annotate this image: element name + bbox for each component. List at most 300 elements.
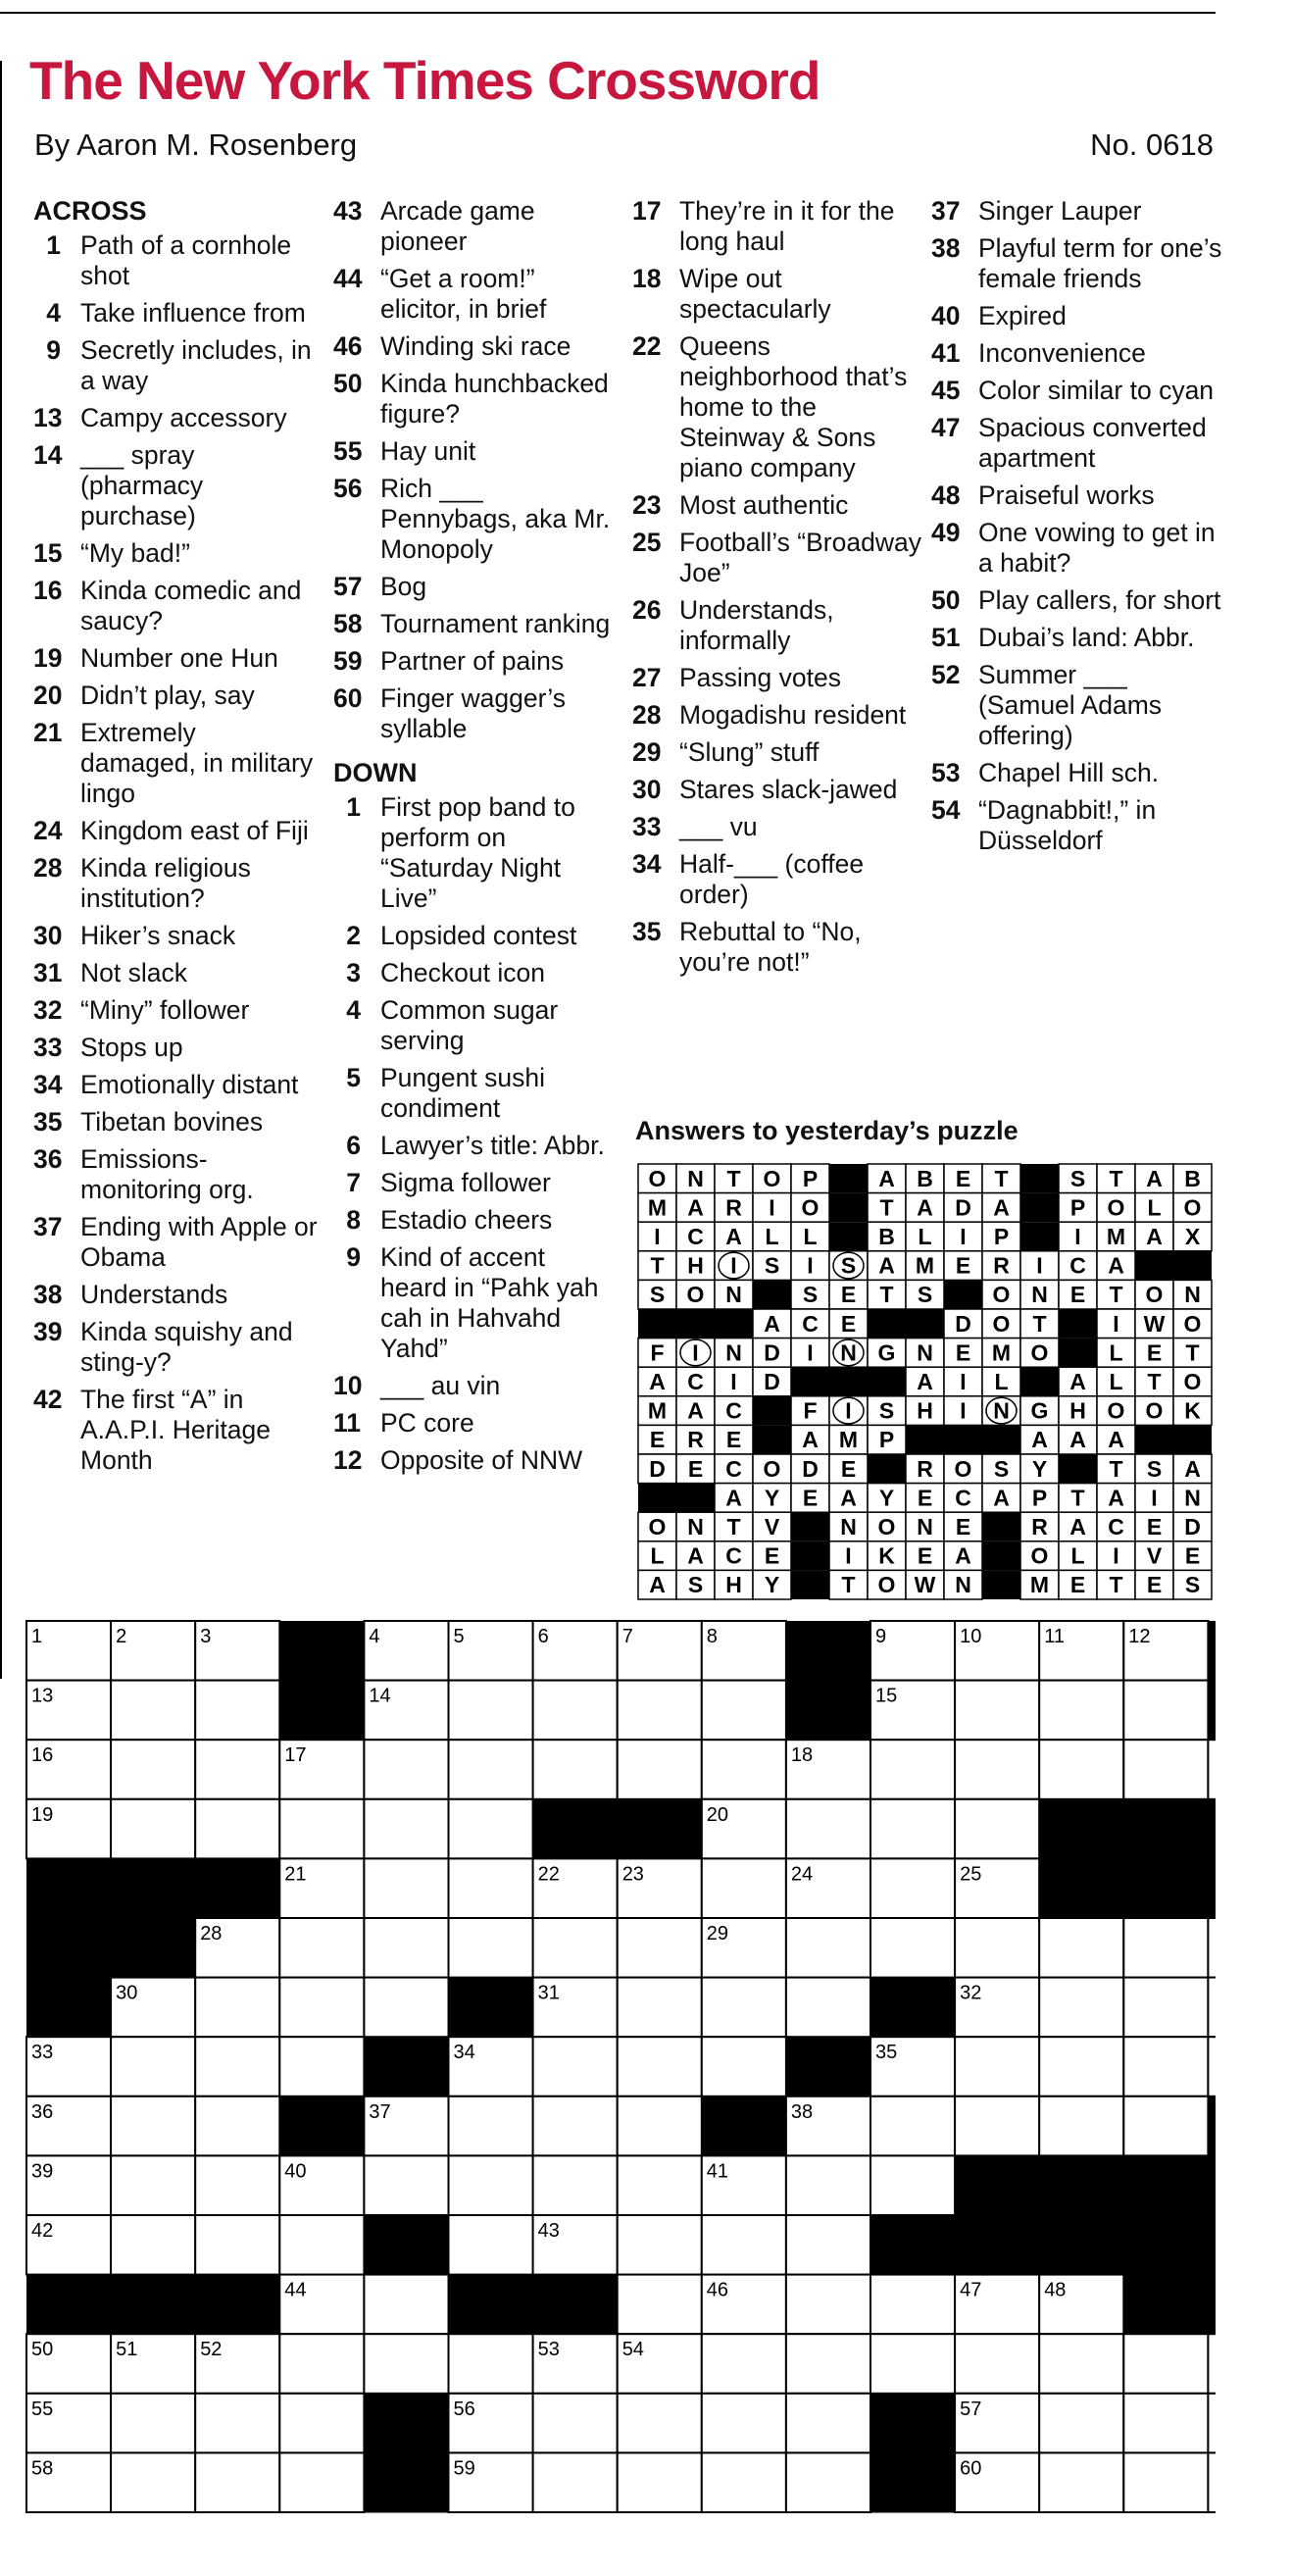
clue-text: Color similar to cyan: [978, 376, 1215, 405]
grid-number: 38: [790, 2100, 814, 2123]
grid-cell: [1123, 2334, 1208, 2394]
clue-number: 56: [333, 474, 363, 503]
grid-cell: [786, 1918, 870, 1978]
grid-cell: [618, 2452, 702, 2512]
grid-number: 18: [790, 1744, 814, 1767]
clue: [333, 264, 618, 325]
clue-number: 7: [346, 1168, 361, 1197]
answer-letter: S: [649, 1282, 666, 1308]
clue-text: “My bad!”: [80, 538, 190, 568]
answer-letter: A: [993, 1194, 1010, 1221]
clue: [333, 995, 618, 1056]
clue-number: 34: [632, 849, 662, 879]
grid-cell: [870, 2334, 955, 2394]
answer-black-cell: [638, 1484, 676, 1513]
grid-cell: [618, 2215, 702, 2275]
clue-text: Inconvenience: [978, 338, 1146, 368]
answer-black-cell: [638, 1309, 676, 1339]
grid-cell: [786, 2334, 870, 2394]
clue-number: 54: [931, 795, 961, 825]
answer-letter: P: [1031, 1485, 1048, 1511]
grid-cell: [279, 1978, 364, 2038]
grid-number: 27: [1128, 1863, 1151, 1886]
clue-number: 16: [33, 576, 63, 605]
grid-number: 58: [31, 2457, 54, 2480]
clue-number: 29: [632, 737, 662, 767]
clue-number: 55: [333, 436, 363, 466]
grid-black-cell: [1123, 2215, 1209, 2275]
clue-number: 35: [632, 917, 662, 946]
grid-black-cell: [279, 2096, 365, 2156]
grid-cell: [449, 1681, 533, 1741]
answer-letter: N: [917, 1514, 933, 1540]
grid-black-cell: [702, 2096, 787, 2156]
grid-number: 12: [1128, 1626, 1151, 1647]
grid-cell: [364, 1858, 448, 1918]
answer-letter: O: [877, 1514, 896, 1540]
answer-letter: E: [1069, 1572, 1086, 1598]
answer-letter: E: [840, 1455, 857, 1482]
grid-number: 32: [960, 1982, 982, 2004]
clue-number: 2: [346, 921, 361, 950]
clue: [931, 301, 1225, 331]
clue-text: Emotionally distant: [80, 1070, 299, 1099]
answer-black-cell: [1059, 1339, 1097, 1368]
answer-black-cell: [829, 1367, 868, 1396]
clue-number: 38: [33, 1280, 63, 1309]
clue: [33, 681, 318, 711]
top-rule: [0, 12, 1216, 14]
answer-letter: E: [840, 1310, 857, 1337]
answer-letter: L: [1070, 1542, 1085, 1569]
grid-cell: [870, 1858, 955, 1918]
grid-number: 4: [369, 1626, 380, 1647]
answer-letter: D: [802, 1455, 819, 1482]
grid-cell: [1208, 2452, 1216, 2512]
grid-cell: [533, 2155, 618, 2215]
grid-number: 5: [453, 1626, 465, 1647]
grid-cell: [364, 2155, 448, 2215]
clue-number: 14: [33, 440, 63, 470]
grid-number: 26: [1044, 1863, 1067, 1886]
clue: [931, 518, 1225, 579]
answer-letter: A: [1146, 1224, 1163, 1249]
clue: [931, 623, 1225, 653]
answer-letter: C: [802, 1310, 819, 1337]
grid-cell: [449, 1858, 533, 1918]
clue: [333, 196, 618, 257]
grid-cell: [364, 1799, 448, 1859]
grid-number: 25: [960, 1863, 982, 1886]
clue-number: 35: [33, 1107, 63, 1136]
answer-letter: I: [1113, 1310, 1119, 1337]
grid-black-cell: [1208, 2215, 1216, 2275]
answer-letter: E: [1146, 1339, 1163, 1366]
answer-letter: N: [917, 1339, 933, 1366]
clue-text: Ending with Apple or Obama: [80, 1212, 318, 1272]
grid-cell: [618, 2394, 702, 2453]
grid-number: 45: [453, 2279, 475, 2301]
clue-number: 9: [46, 335, 61, 365]
grid-black-cell: [195, 1858, 280, 1918]
grid-cell: [279, 2452, 364, 2512]
answer-letter: O: [992, 1282, 1011, 1308]
grid-cell: [786, 2394, 870, 2453]
puzzle-number: No. 0618: [1090, 127, 1214, 162]
answer-letter: C: [687, 1224, 704, 1249]
clue-text: Wipe out spectacularly: [679, 264, 831, 324]
grid-cell: [364, 1978, 448, 2038]
answer-letter: C: [955, 1485, 971, 1511]
clue: [632, 663, 926, 693]
clue-number: 27: [632, 663, 662, 692]
answer-letter: O: [648, 1165, 667, 1191]
grid-number: 3: [200, 1626, 212, 1647]
grid-cell: [111, 2394, 195, 2453]
answer-black-cell: [791, 1367, 829, 1396]
clue-column-4: [931, 196, 1225, 863]
answer-letter: N: [955, 1572, 971, 1598]
clue: [33, 1317, 318, 1378]
clue: [931, 480, 1225, 511]
clue: [33, 1385, 318, 1476]
grid-cell: [449, 2096, 533, 2156]
answer-letter: M: [647, 1397, 668, 1424]
answer-letter: A: [878, 1252, 895, 1279]
clue-number: 18: [632, 264, 662, 293]
clue-number: 17: [632, 196, 662, 226]
answer-letter: A: [725, 1485, 742, 1511]
clue-number: 15: [33, 538, 63, 568]
answer-letter: G: [877, 1339, 896, 1366]
answer-letter: O: [1030, 1542, 1049, 1569]
clue-number: 50: [333, 369, 363, 398]
grid-black-cell: [533, 1799, 619, 1859]
answer-letter: I: [845, 1397, 852, 1424]
clue-text: Lawyer’s title: Abbr.: [380, 1131, 605, 1160]
clue-number: 47: [931, 413, 961, 442]
answer-letter: S: [687, 1572, 704, 1598]
clue-text: Sigma follower: [380, 1168, 551, 1197]
clue: [333, 436, 618, 467]
answer-letter: I: [960, 1369, 967, 1394]
clue-text: Stops up: [80, 1033, 183, 1062]
answer-letter: E: [802, 1485, 819, 1511]
grid-black-cell: [364, 2037, 449, 2096]
answer-letter: I: [960, 1224, 967, 1249]
answer-letter: A: [764, 1310, 780, 1337]
answer-letter: R: [725, 1194, 742, 1221]
grid-black-cell: [1208, 1621, 1216, 1681]
answer-letter: I: [807, 1252, 814, 1279]
clue-text: Understands, informally: [679, 595, 834, 655]
answer-black-cell: [1059, 1454, 1097, 1484]
answer-black-cell: [1020, 1164, 1059, 1193]
answer-letter: C: [1108, 1514, 1124, 1540]
answer-letter: S: [764, 1252, 780, 1279]
grid-cell: [618, 1918, 702, 1978]
clue-number: 19: [33, 643, 63, 673]
answer-letter: O: [954, 1455, 972, 1482]
answer-letter: A: [649, 1572, 666, 1598]
answer-black-cell: [1020, 1193, 1059, 1223]
grid-cell: [955, 2037, 1039, 2096]
grid-cell: [1123, 2096, 1208, 2156]
clue-number: 40: [931, 301, 961, 330]
answer-letter: O: [648, 1514, 667, 1540]
clue: [333, 474, 618, 565]
answer-letter: P: [802, 1165, 819, 1191]
answer-letter: O: [1183, 1194, 1202, 1221]
answer-letter: D: [764, 1339, 780, 1366]
grid-cell: [870, 1740, 955, 1799]
grid-black-cell: [1208, 1858, 1216, 1918]
grid-cell: [1123, 1918, 1208, 1978]
answer-letter: N: [1184, 1282, 1201, 1308]
clue-text: ___ spray (pharmacy purchase): [80, 440, 204, 530]
answer-letter: R: [917, 1455, 933, 1482]
grid-cell: [618, 1740, 702, 1799]
answer-letter: E: [1184, 1542, 1201, 1569]
answer-letter: A: [1108, 1427, 1124, 1453]
clue: [632, 264, 926, 325]
grid-cell: [279, 2394, 364, 2453]
grid-number: 53: [537, 2339, 560, 2361]
clue-text: Passing votes: [679, 663, 841, 692]
clue-number: 10: [333, 1371, 363, 1400]
grid-number: 56: [453, 2398, 475, 2420]
grid-black-cell: [870, 2215, 956, 2275]
answer-letter: M: [1029, 1572, 1050, 1598]
answer-letter: C: [725, 1455, 742, 1482]
grid-cell: [702, 2037, 786, 2096]
answer-letter: I: [960, 1397, 967, 1424]
answer-letter: F: [803, 1397, 818, 1424]
clue: [333, 958, 618, 988]
clue-text: Opposite of NNW: [380, 1445, 583, 1475]
clue: [33, 538, 318, 569]
grid-cell: [533, 1740, 618, 1799]
grid-black-cell: [195, 2275, 280, 2335]
grid-cell: [111, 1681, 195, 1741]
crossword-grid: [25, 1620, 1216, 2561]
clue: [33, 576, 318, 636]
clue: [33, 1107, 318, 1137]
clue: [33, 1033, 318, 1063]
grid-number: 20: [706, 1803, 729, 1826]
grid-cell: [449, 2334, 533, 2394]
clue-text: Mogadishu resident: [679, 700, 907, 730]
clue: [632, 331, 926, 483]
clue-number: 38: [931, 233, 961, 263]
answer-black-cell: [753, 1425, 791, 1454]
grid-cell: [533, 1918, 618, 1978]
clue: [33, 230, 318, 291]
grid-number: 34: [453, 2042, 475, 2064]
clue-text: Hay unit: [380, 436, 476, 466]
grid-cell: [195, 2155, 279, 2215]
clue: [33, 643, 318, 674]
clue-text: Lopsided contest: [380, 921, 577, 950]
answer-black-cell: [791, 1512, 829, 1541]
answer-letter: R: [993, 1252, 1010, 1279]
answer-letter: N: [1031, 1282, 1048, 1308]
answer-letter: V: [764, 1514, 780, 1540]
clue-number: 53: [931, 758, 961, 787]
grid-number: 51: [116, 2339, 138, 2361]
clue-text: ___ vu: [679, 812, 758, 841]
clue: [632, 700, 926, 731]
grid-cell: [279, 1918, 364, 1978]
answer-letter: I: [1151, 1485, 1158, 1511]
clue-number: 25: [632, 528, 662, 557]
grid-number: 50: [31, 2339, 54, 2361]
answer-letter: O: [801, 1194, 820, 1221]
clue-number: 49: [931, 518, 961, 547]
answer-letter: A: [687, 1397, 704, 1424]
answer-letter: T: [879, 1282, 894, 1308]
clue-column-1: [33, 196, 318, 1483]
answer-letter: O: [763, 1455, 781, 1482]
answer-black-cell: [944, 1425, 982, 1454]
answer-letter: O: [1183, 1369, 1202, 1394]
clue-number: 1: [46, 230, 61, 260]
answer-letter: M: [838, 1427, 859, 1453]
clue: [632, 849, 926, 910]
answer-letter: N: [687, 1514, 704, 1540]
answer-letter: D: [955, 1194, 971, 1221]
clue-number: 6: [346, 1131, 361, 1160]
answer-letter: L: [765, 1224, 779, 1249]
grid-cell: [1208, 1740, 1216, 1799]
clue: [33, 335, 318, 396]
clue: [33, 921, 318, 951]
grid-number: 28: [200, 1923, 223, 1945]
answer-letter: O: [877, 1572, 896, 1598]
grid-number: 21: [284, 1863, 307, 1886]
answer-letter: T: [879, 1194, 894, 1221]
grid-cell: [364, 2334, 448, 2394]
answer-letter: O: [1183, 1310, 1202, 1337]
grid-number: 37: [369, 2100, 391, 2123]
clue-text: Not slack: [80, 958, 187, 987]
clue-text: Pungent sushi condiment: [380, 1063, 545, 1123]
clue-text: Play callers, for short: [978, 585, 1221, 615]
clue-text: One vowing to get in a habit?: [978, 518, 1216, 578]
clue-text: Winding ski race: [380, 331, 571, 361]
answer-letter: I: [730, 1369, 737, 1394]
grid-number: 9: [875, 1626, 887, 1647]
grid-cell: [195, 1978, 279, 2038]
answer-letter: K: [878, 1542, 895, 1569]
clue-text: Path of a cornhole shot: [80, 230, 292, 290]
grid-cell: [533, 2394, 618, 2453]
clue: [931, 338, 1225, 369]
answer-letter: L: [994, 1369, 1009, 1394]
grid-cell: [1039, 1681, 1123, 1741]
answer-letter: I: [692, 1339, 699, 1366]
grid-cell: [1123, 1740, 1208, 1799]
grid-cell: [279, 2215, 364, 2275]
grid-number: 23: [621, 1863, 644, 1886]
clue-text: Arcade game pioneer: [380, 196, 535, 256]
answer-black-cell: [1059, 1309, 1097, 1339]
answer-letter: E: [764, 1542, 780, 1569]
answer-letter: N: [687, 1165, 704, 1191]
answer-black-cell: [829, 1193, 868, 1223]
clue-text: PC core: [380, 1408, 474, 1438]
clue: [333, 683, 618, 744]
grid-cell: [702, 2394, 786, 2453]
clue-text: Tibetan bovines: [80, 1107, 264, 1136]
answer-letter: T: [1032, 1310, 1047, 1337]
answer-black-cell: [829, 1222, 868, 1251]
answer-letter: A: [1146, 1165, 1163, 1191]
grid-number: 15: [875, 1685, 898, 1707]
grid-cell: [1123, 1681, 1208, 1741]
grid-cell: [195, 1681, 279, 1741]
answer-letter: C: [1069, 1252, 1086, 1279]
clue: [632, 812, 926, 842]
answer-letter: K: [1184, 1397, 1201, 1424]
grid-number: 1: [31, 1626, 43, 1647]
grid-cell: [1208, 2334, 1216, 2394]
grid-cell: [364, 1740, 448, 1799]
answer-letter: S: [917, 1282, 933, 1308]
clue-column-3: [632, 196, 926, 985]
answer-letter: S: [878, 1397, 895, 1424]
answer-letter: S: [1069, 1165, 1086, 1191]
grid-black-cell: [111, 1918, 196, 1978]
grid-black-cell: [279, 1681, 365, 1741]
answer-letter: I: [1113, 1542, 1119, 1569]
clue-text: Extremely damaged, in military lingo: [80, 718, 314, 808]
answer-letter: L: [1109, 1369, 1123, 1394]
grid-number: 35: [875, 2042, 898, 2064]
clue: [333, 792, 618, 914]
answer-letter: D: [955, 1310, 971, 1337]
answer-letter: B: [917, 1165, 933, 1191]
clue: [632, 737, 926, 768]
grid-cell: [955, 1799, 1039, 1859]
answer-letter: N: [725, 1339, 742, 1366]
clue: [931, 376, 1225, 406]
answer-letter: T: [1109, 1572, 1123, 1598]
grid-black-cell: [1208, 2155, 1216, 2215]
answer-black-cell: [982, 1541, 1020, 1571]
answer-letter: A: [1031, 1427, 1048, 1453]
clue: [931, 196, 1225, 227]
clue-text: Playful term for one’s female friends: [978, 233, 1222, 293]
clue-text: Singer Lauper: [978, 196, 1142, 226]
clue: [33, 995, 318, 1026]
grid-number: 6: [537, 1626, 549, 1647]
answer-letter: S: [802, 1282, 819, 1308]
answer-letter: R: [1031, 1514, 1048, 1540]
grid-cell: [111, 2215, 195, 2275]
grid-cell: [870, 1918, 955, 1978]
answer-black-cell: [868, 1309, 906, 1339]
grid-cell: [111, 2452, 195, 2512]
answer-black-cell: [982, 1512, 1020, 1541]
answer-letter: M: [915, 1252, 935, 1279]
grid-cell: [1039, 2334, 1123, 2394]
answer-letter: L: [918, 1224, 932, 1249]
clue-number: 44: [333, 264, 363, 293]
answer-letter: E: [955, 1252, 971, 1279]
grid-cell: [955, 1681, 1039, 1741]
grid-black-cell: [449, 1978, 534, 2038]
